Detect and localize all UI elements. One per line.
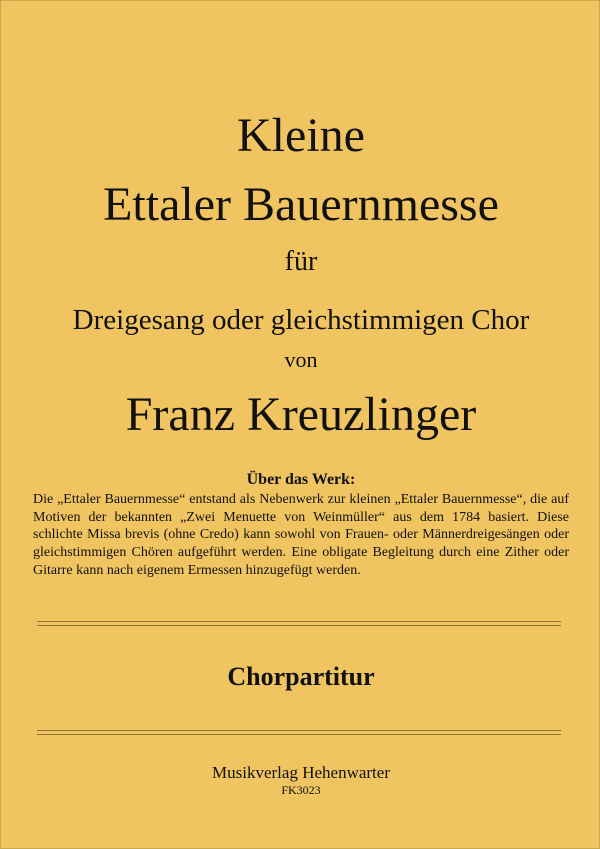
divider-top <box>37 621 561 626</box>
composer-name: Franz Kreuzlinger <box>125 388 477 441</box>
publisher-name: Musikverlag Hehenwarter <box>212 763 390 782</box>
by-label: von <box>284 347 318 372</box>
for-label: für <box>284 246 318 277</box>
title-line-1: Kleine <box>237 109 365 162</box>
about-heading: Über das Werk: <box>246 471 356 488</box>
catalog-number: FK3023 <box>281 783 321 797</box>
edition-label: Chorpartitur <box>227 662 375 691</box>
ensemble-subtitle: Dreigesang oder gleichstimmigen Chor <box>72 304 530 336</box>
divider-bottom <box>37 730 561 735</box>
title-line-2: Ettaler Bauernmesse <box>103 178 499 231</box>
about-description: Die „Ettaler Bauernmesse“ entstand als Nebenwerk zur kleinen „Ettaler Bauernmesse“, die auf Motiven der bekannten „Zwei Menuette von Weinmüller“ aus dem 1784 basiert. Diese schlichte Missa brevis (ohne Credo) kann sowohl von Frauen- oder Männerdreigesängen oder gleichstimmigen Chören aufgeführt werden. Eine obligate Begleitung durch eine Zither oder Gitarre kann nach eigenem Ermessen hinzugefügt werden. <box>33 492 569 578</box>
